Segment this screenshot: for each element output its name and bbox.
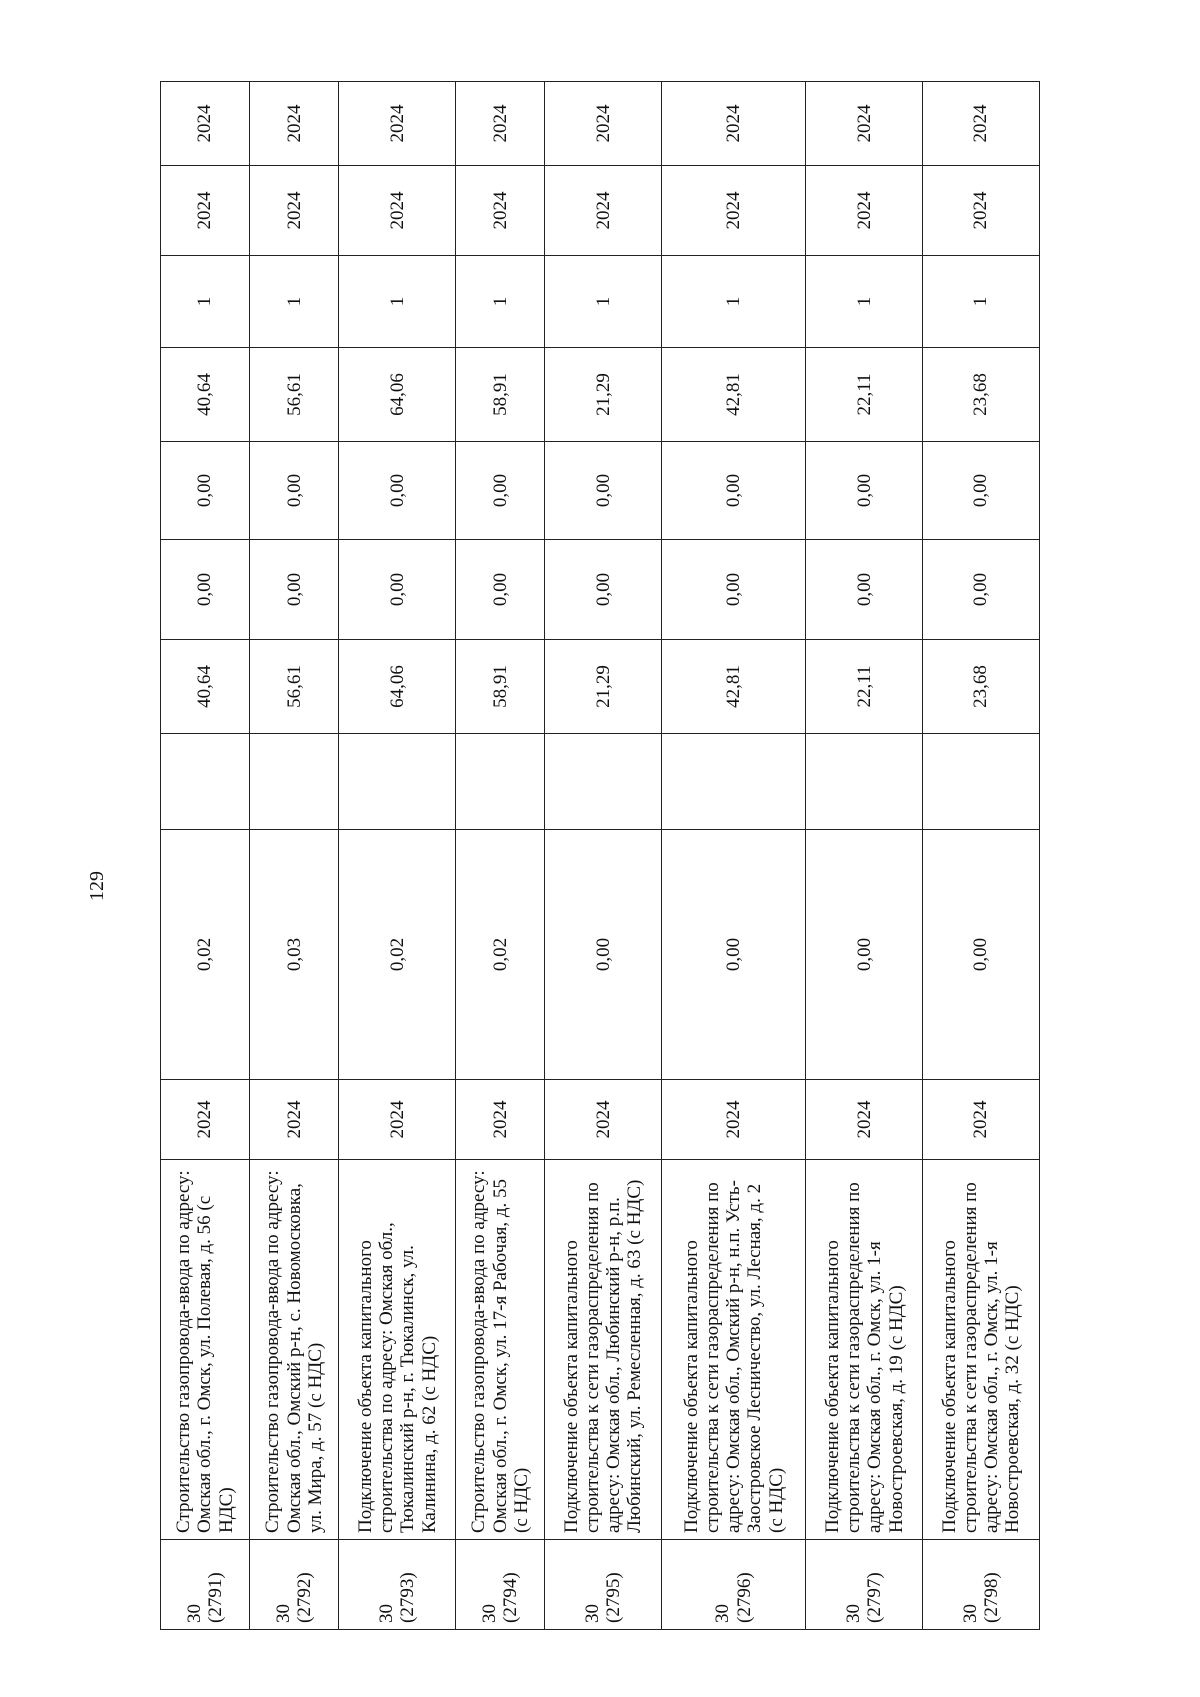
value-5-cell: 0,00	[545, 442, 662, 540]
object-name-cell: Строительство газопровода-ввода по адресу: Омская обл., г. Омск, ул. 17-я Рабочая, д. 55 (с НДС)	[456, 1160, 545, 1540]
value-1-cell: 0,00	[923, 830, 1040, 1080]
value-6-cell: 22,11	[806, 348, 923, 442]
object-name-cell: Подключение объекта капитального строительства к сети газораспределения по адресу: Омская обл., г. Омск, ул. 1-я Новостроевская, д. 32 (с НДС)	[923, 1160, 1040, 1540]
value-3-cell: 21,29	[545, 640, 662, 734]
value-7-cell: 1	[250, 256, 339, 348]
value-5-cell: 0,00	[456, 442, 545, 540]
year-start-cell: 2024	[662, 1080, 806, 1160]
year-start-cell: 2024	[806, 1080, 923, 1160]
table-row	[339, 82, 456, 1630]
row-code: (2795)	[603, 1572, 625, 1623]
value-3-cell: 56,61	[250, 640, 339, 734]
value-6-cell: 64,06	[339, 348, 456, 442]
value-4-cell: 0,00	[545, 540, 662, 640]
value-3-cell: 42,81	[662, 640, 806, 734]
value-8-cell: 2024	[806, 166, 923, 256]
row-number: 30	[843, 1604, 865, 1623]
value-8-cell: 2024	[456, 166, 545, 256]
value-2-cell	[250, 734, 339, 830]
value-4-cell: 0,00	[339, 540, 456, 640]
row-number-cell	[250, 1540, 339, 1630]
value-1-cell: 0,02	[456, 830, 545, 1080]
value-7-cell: 1	[662, 256, 806, 348]
table-row	[545, 82, 662, 1630]
year-start-cell: 2024	[250, 1080, 339, 1160]
table-row	[456, 82, 545, 1630]
value-3-cell: 64,06	[339, 640, 456, 734]
year-start-cell: 2024	[545, 1080, 662, 1160]
value-5-cell: 0,00	[339, 442, 456, 540]
value-6-cell: 40,64	[161, 348, 250, 442]
value-4-cell: 0,00	[923, 540, 1040, 640]
value-5-cell: 0,00	[923, 442, 1040, 540]
object-name-cell: Подключение объекта капитального строительства к сети газораспределения по адресу: Омская обл., г. Омск, ул. 1-я Новостроевская, д. 19 (с НДС)	[806, 1160, 923, 1540]
year-end-cell: 2024	[161, 82, 250, 166]
value-6-cell: 21,29	[545, 348, 662, 442]
value-3-cell: 23,68	[923, 640, 1040, 734]
value-1-cell: 0,02	[161, 830, 250, 1080]
row-code: (2798)	[981, 1572, 1003, 1623]
row-number-cell	[806, 1540, 923, 1630]
value-2-cell	[662, 734, 806, 830]
year-start-cell: 2024	[456, 1080, 545, 1160]
year-end-cell: 2024	[806, 82, 923, 166]
value-4-cell: 0,00	[161, 540, 250, 640]
value-1-cell: 0,02	[339, 830, 456, 1080]
row-code: (2793)	[397, 1572, 419, 1623]
value-7-cell: 1	[545, 256, 662, 348]
year-end-cell: 2024	[545, 82, 662, 166]
value-8-cell: 2024	[250, 166, 339, 256]
object-name-cell: Строительство газопровода-ввода по адресу: Омская обл., г. Омск, ул. Полевая, д. 56 (с НДС)	[161, 1160, 250, 1540]
value-6-cell: 58,91	[456, 348, 545, 442]
value-3-cell: 40,64	[161, 640, 250, 734]
value-4-cell: 0,00	[662, 540, 806, 640]
value-1-cell: 0,00	[662, 830, 806, 1080]
row-number: 30	[712, 1604, 734, 1623]
value-7-cell: 1	[161, 256, 250, 348]
investment-table	[160, 81, 1040, 1630]
row-number: 30	[478, 1604, 500, 1623]
year-start-cell: 2024	[923, 1080, 1040, 1160]
value-4-cell: 0,00	[806, 540, 923, 640]
value-6-cell: 23,68	[923, 348, 1040, 442]
year-end-cell: 2024	[250, 82, 339, 166]
value-7-cell: 1	[923, 256, 1040, 348]
value-4-cell: 0,00	[250, 540, 339, 640]
row-number: 30	[581, 1604, 603, 1623]
value-8-cell: 2024	[545, 166, 662, 256]
row-number: 30	[959, 1604, 981, 1623]
row-code: (2796)	[733, 1572, 755, 1623]
object-name-cell: Подключение объекта капитального строительства по адресу: Омская обл., Тюкалинский р-н, г. Тюкалинск, ул. Калинина, д. 62 (с НДС)	[339, 1160, 456, 1540]
value-2-cell	[456, 734, 545, 830]
table-row	[250, 82, 339, 1630]
table-row	[161, 82, 250, 1630]
row-number-cell	[339, 1540, 456, 1630]
row-code: (2791)	[205, 1572, 227, 1623]
row-code: (2792)	[294, 1572, 316, 1623]
value-2-cell	[806, 734, 923, 830]
object-name-cell: Подключение объекта капитального строительства к сети газораспределения по адресу: Омская обл., Любинский р-н, р.п. Любинский, ул. Ремесленная, д. 63 (с НДС)	[545, 1160, 662, 1540]
object-name-cell: Подключение объекта капитального строительства к сети газораспределения по адресу: Омская обл., Омский р-н, н.п. Усть-Заостровское Лесничество, ул. Лесная, д. 2 (с НДС)	[662, 1160, 806, 1540]
value-5-cell: 0,00	[161, 442, 250, 540]
value-1-cell: 0,00	[545, 830, 662, 1080]
value-8-cell: 2024	[339, 166, 456, 256]
table-row	[923, 82, 1040, 1630]
year-end-cell: 2024	[456, 82, 545, 166]
year-end-cell: 2024	[662, 82, 806, 166]
value-5-cell: 0,00	[662, 442, 806, 540]
year-start-cell: 2024	[339, 1080, 456, 1160]
value-3-cell: 22,11	[806, 640, 923, 734]
row-number: 30	[375, 1604, 397, 1623]
year-end-cell: 2024	[339, 82, 456, 166]
year-end-cell: 2024	[923, 82, 1040, 166]
value-8-cell: 2024	[161, 166, 250, 256]
row-number-cell	[456, 1540, 545, 1630]
row-number-cell	[545, 1540, 662, 1630]
table-body	[161, 82, 1040, 1630]
value-6-cell: 56,61	[250, 348, 339, 442]
row-number-cell	[662, 1540, 806, 1630]
value-2-cell	[923, 734, 1040, 830]
value-2-cell	[161, 734, 250, 830]
rotated-table-container	[160, 82, 1040, 1630]
row-number: 30	[183, 1604, 205, 1623]
row-number-cell	[923, 1540, 1040, 1630]
value-5-cell: 0,00	[250, 442, 339, 540]
value-7-cell: 1	[456, 256, 545, 348]
year-start-cell: 2024	[161, 1080, 250, 1160]
value-4-cell: 0,00	[456, 540, 545, 640]
page-number: 129	[85, 871, 108, 901]
value-8-cell: 2024	[662, 166, 806, 256]
value-1-cell: 0,03	[250, 830, 339, 1080]
row-code: (2797)	[864, 1572, 886, 1623]
row-number-cell	[161, 1540, 250, 1630]
value-6-cell: 42,81	[662, 348, 806, 442]
value-2-cell	[339, 734, 456, 830]
value-2-cell	[545, 734, 662, 830]
value-7-cell: 1	[806, 256, 923, 348]
table-row	[662, 82, 806, 1630]
row-code: (2794)	[500, 1572, 522, 1623]
table-row	[806, 82, 923, 1630]
value-8-cell: 2024	[923, 166, 1040, 256]
value-1-cell: 0,00	[806, 830, 923, 1080]
value-3-cell: 58,91	[456, 640, 545, 734]
value-7-cell: 1	[339, 256, 456, 348]
object-name-cell: Строительство газопровода-ввода по адресу: Омская обл., Омский р-н, с. Новомосковка, ул. Мира, д. 57 (с НДС)	[250, 1160, 339, 1540]
value-5-cell: 0,00	[806, 442, 923, 540]
row-number: 30	[273, 1604, 295, 1623]
